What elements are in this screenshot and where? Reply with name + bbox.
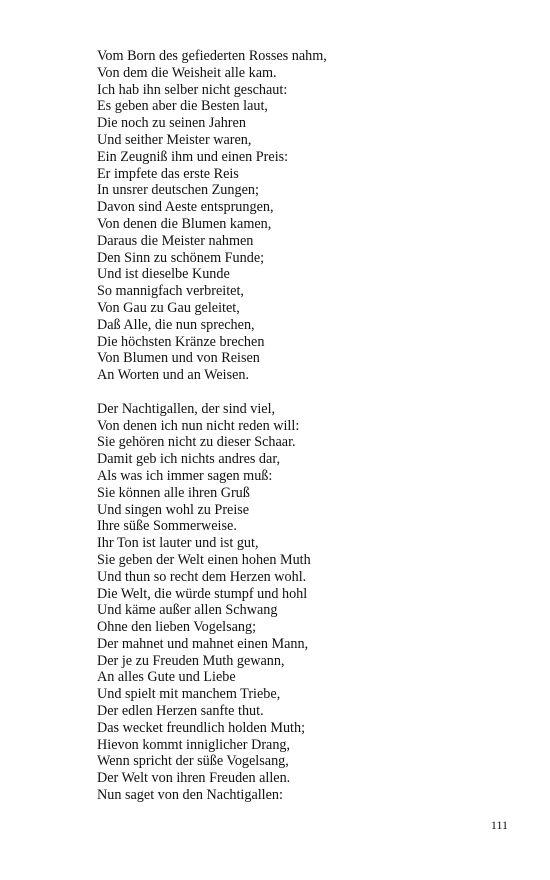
poem-line: Das wecket freundlich holden Muth; [97, 719, 306, 736]
poem-line: Sie geben der Welt einen hohen Muth [97, 551, 311, 568]
poem-line: Von dem die Weisheit alle kam. [97, 64, 277, 81]
poem-line: Ein Zeugniß ihm und einen Preis: [97, 148, 289, 165]
poem-line: Und thun so recht dem Herzen wohl. [97, 568, 307, 585]
poem-line: Den Sinn zu schönem Funde; [97, 249, 265, 266]
poem-line: An alles Gute und Liebe [97, 669, 236, 686]
poem-line: Die Welt, die würde stumpf und hohl [97, 585, 308, 602]
poem-line: Daß Alle, die nun sprechen, [97, 316, 255, 333]
poem-line: Daraus die Meister nahmen [97, 232, 254, 249]
poem-line: Von Blumen und von Reisen [97, 350, 260, 367]
poem-line: Nun saget von den Nachtigallen: [97, 787, 283, 804]
poem-line: Wenn spricht der süße Vogelsang, [97, 753, 289, 770]
poem-line: Ohne den lieben Vogelsang; [97, 619, 257, 636]
poem-line: Der edlen Herzen sanfte thut. [97, 703, 264, 720]
poem-line: Damit geb ich nichts andres dar, [97, 451, 281, 468]
poem-line: Und käme außer allen Schwang [97, 602, 278, 619]
poem-line: Der je zu Freuden Muth gewann, [97, 652, 285, 669]
poem-line: Ihre süße Sommerweise. [97, 518, 237, 535]
poem-line: Und spielt mit manchem Triebe, [97, 686, 281, 703]
poem-line: Sie können alle ihren Gruß [97, 484, 250, 501]
poem-line: Von denen die Blumen kamen, [97, 215, 272, 232]
poem-line: In unsrer deutschen Zungen; [97, 182, 259, 199]
poem-line: Die höchsten Kränze brechen [97, 333, 265, 350]
poem-line: Der Welt von ihren Freuden allen. [97, 770, 291, 787]
stanza-2 [97, 401, 497, 804]
poem-line: An Worten und an Weisen. [97, 367, 250, 384]
poem-line: So mannigfach verbreitet, [97, 283, 244, 300]
poem-line: Vom Born des gefiederten Rosses nahm, [97, 48, 327, 64]
poem-line: Und ist dieselbe Kunde [97, 266, 230, 283]
poem-line: Der Nachtigallen, der sind viel, [97, 400, 276, 417]
poem-text [97, 48, 497, 804]
poem-line: Von Gau zu Gau geleitet, [97, 299, 240, 316]
poem-line: Und singen wohl zu Preise [97, 501, 250, 518]
poem-line: Er impfete das erste Reis [97, 165, 239, 182]
poem-line: Sie gehören nicht zu dieser Schaar. [97, 434, 296, 451]
poem-line: Davon sind Aeste entsprungen, [97, 199, 274, 216]
poem-line: Als was ich immer sagen muß: [97, 467, 273, 484]
page-number: 111 [490, 818, 508, 832]
poem-line: Ihr Ton ist lauter und ist gut, [97, 535, 259, 552]
poem-line: Von denen ich nun nicht reden will: [97, 417, 300, 434]
poem-line: Und seither Meister waren, [97, 131, 252, 148]
poem-line: Die noch zu seinen Jahren [97, 115, 246, 132]
poem-line: Ich hab ihn selber nicht geschaut: [97, 81, 288, 98]
poem-line: Hievon kommt inniglicher Drang, [97, 736, 291, 753]
poem-line: Der mahnet und mahnet einen Mann, [97, 635, 309, 652]
poem-line: Es geben aber die Besten laut, [97, 98, 268, 115]
stanza-1 [97, 48, 497, 384]
